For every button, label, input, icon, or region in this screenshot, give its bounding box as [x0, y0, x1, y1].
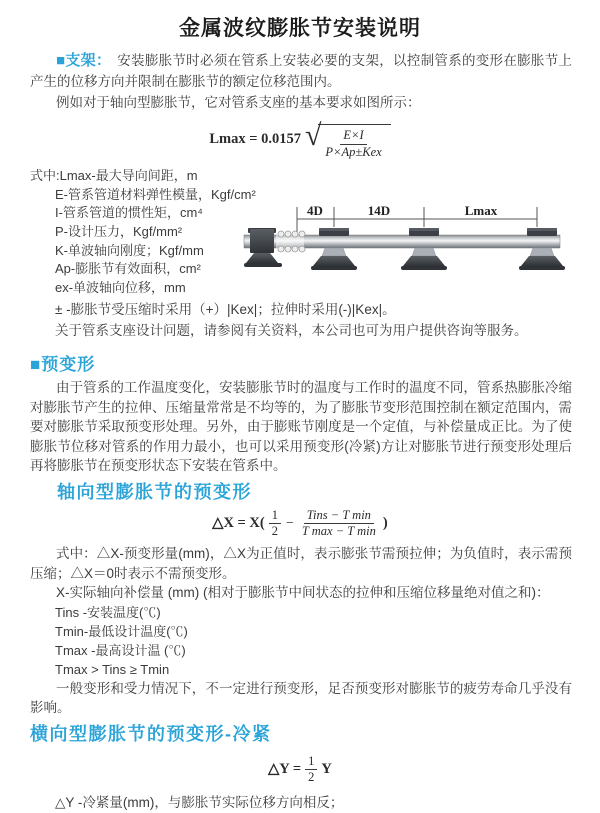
lmax-fraction-numerator: E×I [340, 128, 366, 145]
half-numerator: 1 [269, 508, 281, 525]
axial-formula-close: ) [382, 515, 388, 532]
variables-and-diagram [30, 167, 600, 299]
axial-formula [0, 508, 600, 540]
lmax-formula [0, 119, 600, 160]
minus-operator: − [285, 515, 294, 531]
variable-line: E-管系管道材料弹性模量，Kgf/cm² [55, 186, 256, 202]
axial-explain-1: 式中：△X-预变形量(mm)，△X为正值时，表示膨张节需预拉伸；为负值时，表示需预压缩；△X＝0时表示不需预变形。 [30, 546, 572, 581]
temp-fraction-denominator: T max − T min [301, 524, 376, 539]
lateral-formula-lhs: △Y = [268, 761, 302, 778]
support-paragraph [30, 50, 572, 92]
pipe-support [519, 228, 565, 270]
document-page [0, 12, 600, 810]
temp-relation-line: Tmax > Tins ≥ Tmin [55, 661, 170, 677]
pipe-support-diagram [244, 199, 600, 297]
lateral-heading: 横向型膨胀节的预变形-冷紧 [30, 723, 272, 744]
variable-line: I-管系管道的惯性矩，cm⁴ [55, 205, 203, 221]
axial-note-line: 一般变形和受力情况下，不一定进行预变形，足否预变形对膨胀节的疲劳寿命几乎没有影响。 [30, 680, 572, 715]
dim-label-4d: 4D [307, 203, 323, 219]
predeform-heading: ■预变形 [30, 355, 96, 375]
lateral-one-half-fraction [305, 754, 317, 786]
dim-label-14d: 14D [367, 203, 391, 219]
half-denominator: 2 [271, 524, 278, 539]
support-example-line: 例如对于轴向型膨胀节，它对管系支座的基本要求如图所示： [56, 95, 421, 110]
variable-line: 式中:Lmax-最大导向间距，m [30, 168, 198, 184]
variable-line: ex-单波轴向位移，mm [55, 279, 186, 295]
temp-line-tins: Tins -安装温度(℃) [55, 604, 161, 620]
lateral-formula [0, 754, 600, 786]
square-root-sign [305, 119, 391, 160]
predeform-paragraph: 由于管系的工作温度变化，安装膨胀节时的温度与工作时的温度不同，管系热膨胀冷缩对膨胀节产生的拉伸、压缩量常常是不均等的，为了膨胀节变形范围控制在额定范围内，需要对膨胀节采取预变形处理。另外，由于膨账节刚度是一个定值，与补偿量成正比。为了使膨胀节位移对管系的作用力最小，也可以采用预变形(冷紧)方让对膨胀节进行预变形处理后再将膨胀节在预变形状态下安装在管系中。 [30, 380, 572, 474]
variable-line: K-单波轴向刚度；Kgf/mm [55, 242, 204, 258]
axial-formula-lhs: △X = X( [212, 515, 265, 532]
lmax-formula-lhs: Lmax = 0.0157 [209, 131, 301, 148]
radical-icon: √ [304, 119, 322, 152]
variable-line: Ap-膨胀节有效面积，cm² [55, 261, 201, 277]
temp-line-tmin: Tmin-最低设计温度(℃) [55, 623, 188, 639]
pm-note-line: ± -膨胀节受压缩时采用（+）|Kex|；拉伸时采用(-)|Kex|。 [55, 302, 396, 318]
pipe-support [311, 228, 357, 270]
variable-line: P-设计压力，Kgf/mm² [55, 224, 183, 240]
temp-fraction-numerator: Tins − T min [304, 508, 374, 525]
support-intro-text: 安装膨胀节时必须在管系上安装必要的支架，以控制管系的变形在膨胀节上产生的位移方向并限制在膨胀节的额定位移范围内。 [30, 53, 573, 89]
pipe-support [401, 228, 447, 270]
lmax-fraction [322, 128, 384, 160]
axial-heading: 轴向型膨胀节的预变形 [57, 481, 252, 502]
lateral-half-numerator: 1 [305, 754, 317, 771]
lateral-half-denominator: 2 [308, 770, 315, 785]
axial-explain-2: X-实际轴向补偿量 (mm) (相对于膨胀节中间状态的拉伸和压缩位移量绝对值之和)： [56, 585, 550, 600]
dim-label-lmax: Lmax [464, 203, 498, 219]
one-half-fraction [269, 508, 281, 540]
lmax-fraction-denominator: P×Ap±Kex [325, 144, 382, 159]
bellows-icon [276, 231, 305, 252]
support-section-label: ■支架： [56, 52, 112, 69]
temperature-fraction [299, 508, 379, 540]
lateral-explain-line: △Y -冷紧量(mm)，与膨胀节实际位移方向相反； [55, 794, 344, 810]
service-note-line: 关于管系支座设计问题，请参阅有关资料，本公司也可为用户提供咨询等服务。 [55, 323, 528, 339]
temp-line-tmax: Tmax -最高设计温 (℃) [55, 642, 186, 658]
page-title: 金属波纹膨胀节安装说明 [179, 17, 421, 40]
radicand [318, 124, 390, 160]
lateral-formula-rhs: Y [321, 761, 332, 778]
